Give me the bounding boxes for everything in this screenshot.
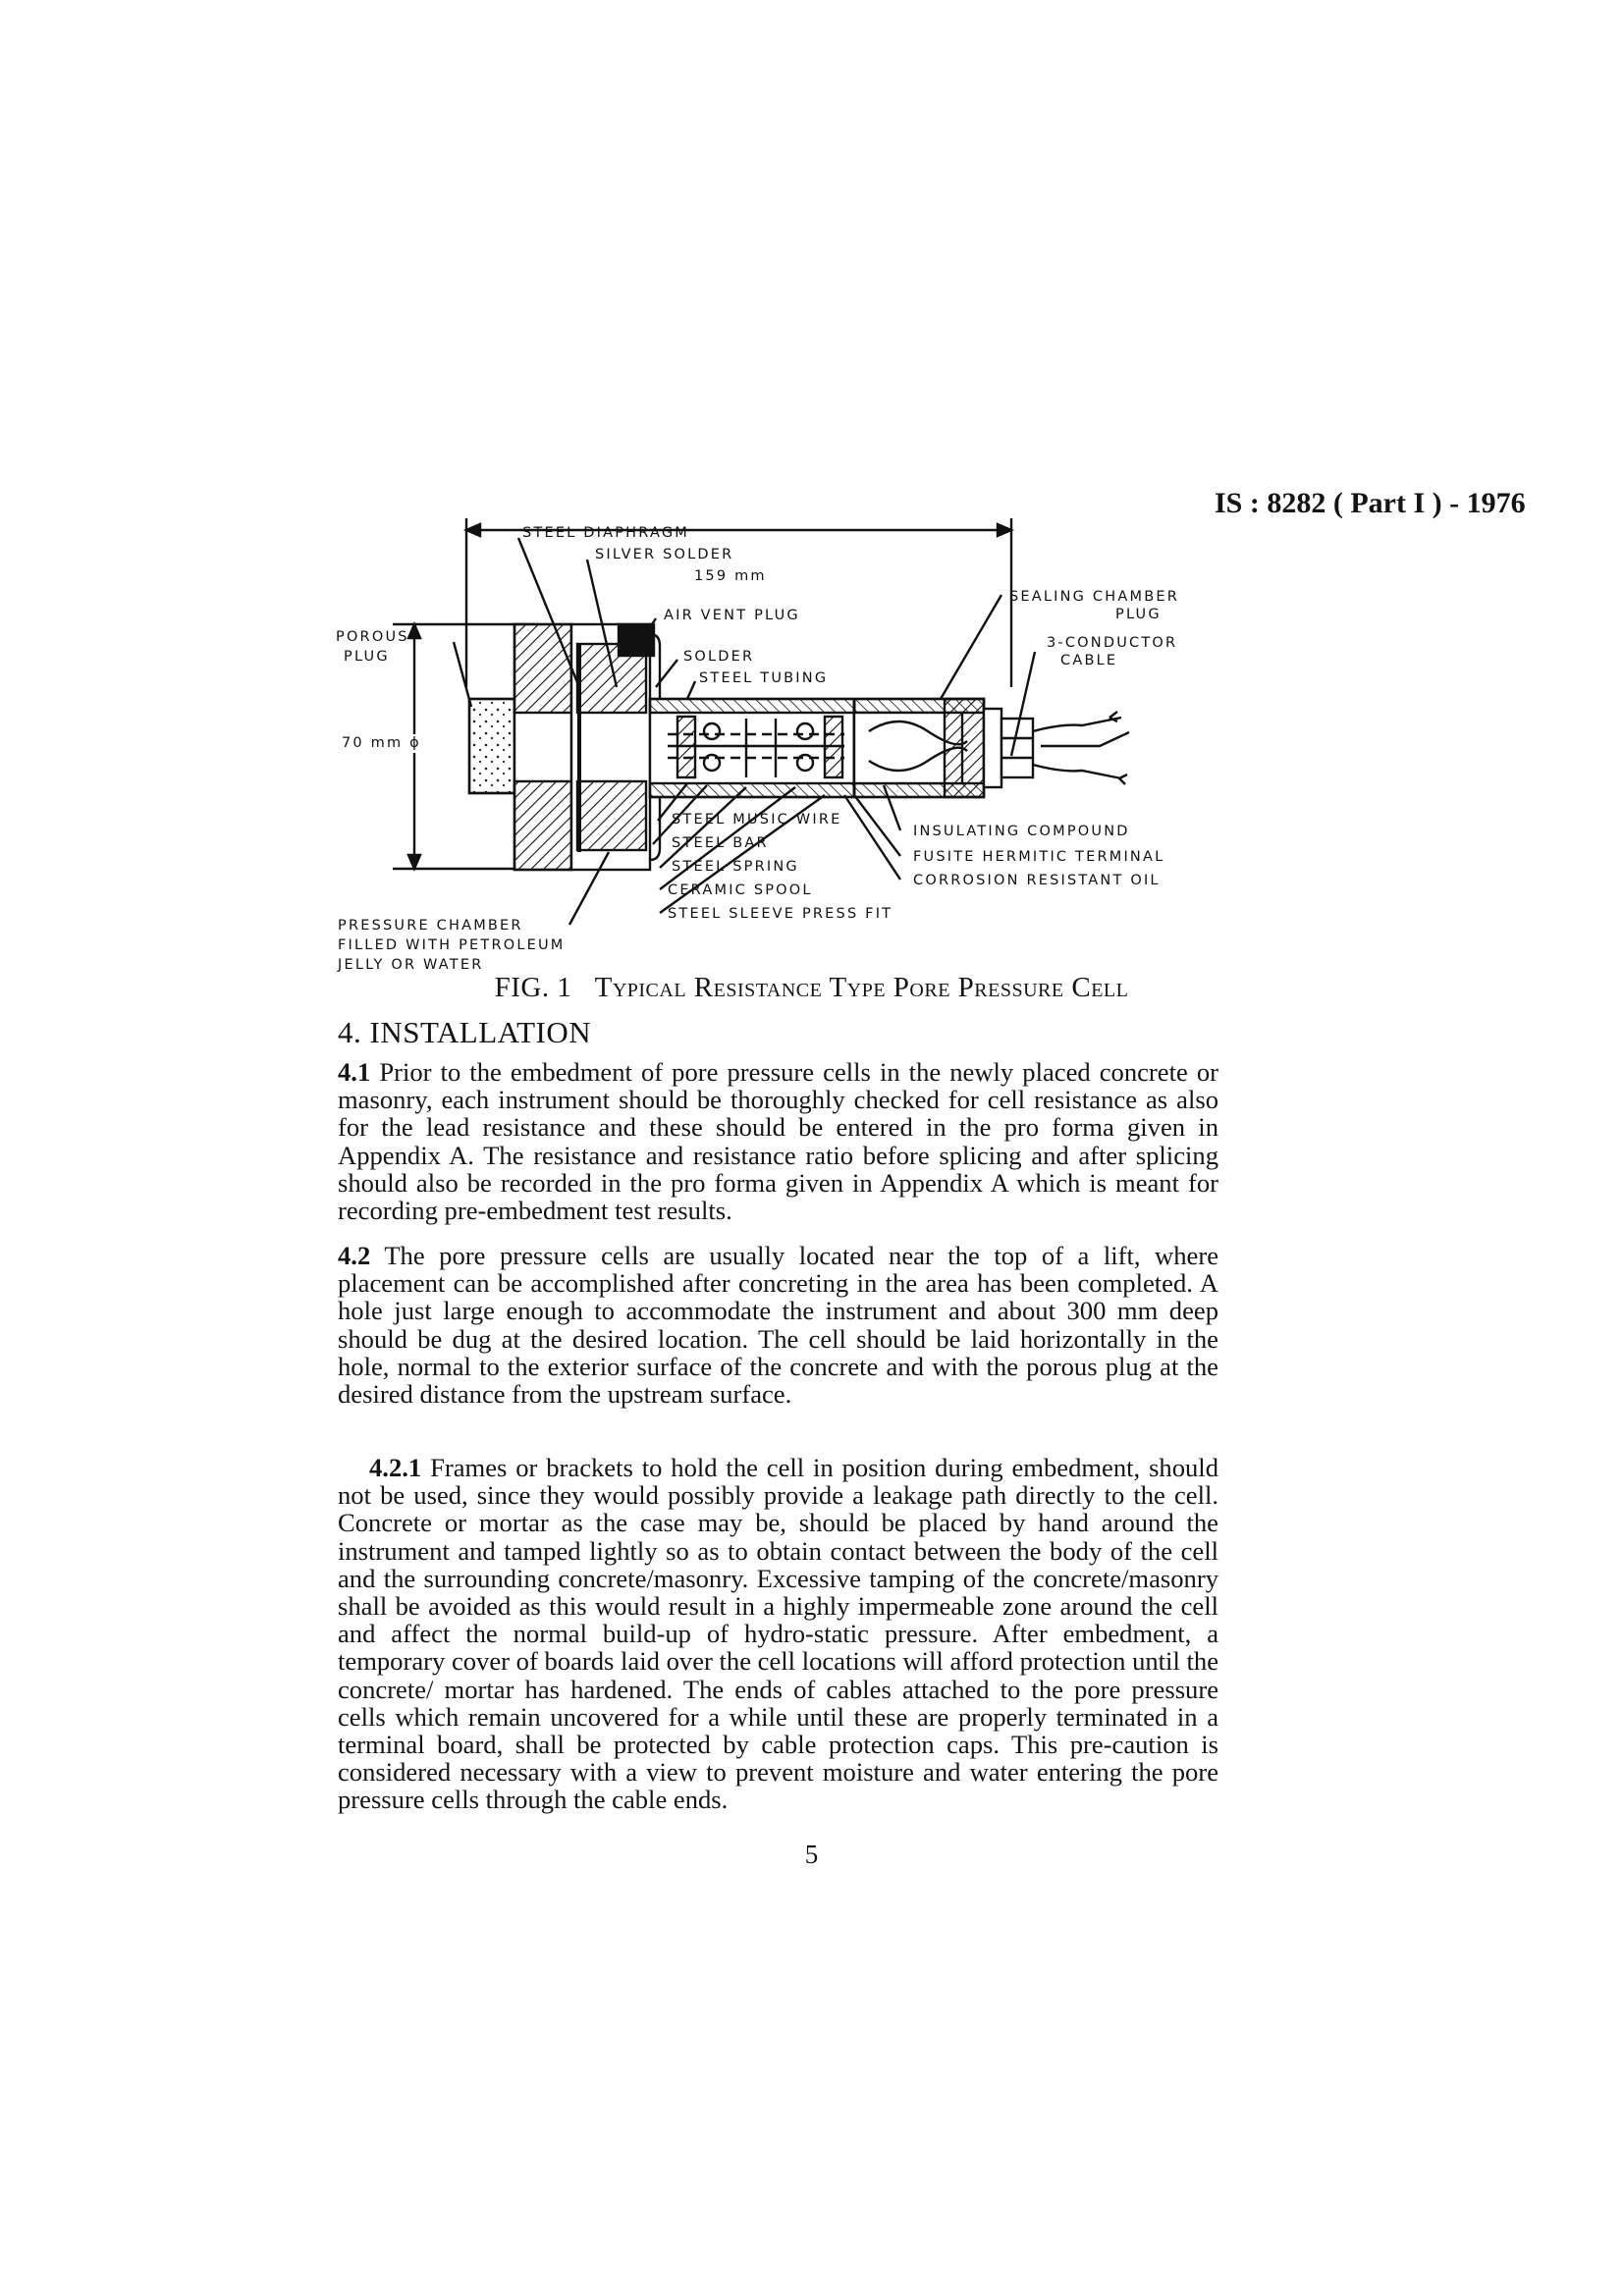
label-fusite-terminal: FUSITE HERMITIC TERMINAL [913, 849, 1165, 865]
label-steel-tubing: STEEL TUBING [699, 670, 829, 686]
figure-caption [0, 972, 1623, 1004]
label-ceramic-spool: CERAMIC SPOOL [668, 882, 813, 898]
label-pressure-chamber: PRESSURE CHAMBER [338, 918, 523, 934]
paragraph-4-2 [338, 1242, 1218, 1408]
label-dimension-diameter: 70 mm ϕ [342, 735, 421, 751]
paragraph-4-2-1 [338, 1454, 1218, 1814]
paragraph-number: 4.1 [338, 1057, 371, 1087]
label-porous-plug: PLUG [344, 649, 390, 665]
cell-diagram-drawing [0, 0, 1623, 1001]
label-sealing-chamber-plug: PLUG [1115, 607, 1162, 622]
pore-pressure-cell-figure [0, 0, 1623, 1001]
label-steel-diaphragm: STEEL DIAPHRAGM [522, 525, 689, 541]
paragraph-text: Prior to the embedment of pore pressure cells in the newly placed concrete or masonry, each instrument should be thoroughly checked for cell resistance as also for the lead resistance and these should be entered in the pro forma given in Appendix A. The resistance and resistance ratio before splicing and after splicing should also be recorded in the pro forma given in Appendix A which is meant for recording pre-embedment test results. [338, 1057, 1218, 1226]
label-sealing-chamber: SEALING CHAMBER [1009, 589, 1179, 605]
paragraph-number: 4.2 [338, 1241, 371, 1270]
figure-title: Typical Resistance Type Pore Pressure Cell [594, 972, 1129, 1003]
label-air-vent-plug: AIR VENT PLUG [664, 608, 800, 623]
label-solder: SOLDER [683, 649, 755, 665]
label-steel-sleeve: STEEL SLEEVE PRESS FIT [668, 906, 893, 922]
label-conductor-cable: 3-CONDUCTOR [1047, 635, 1178, 651]
label-steel-bar: STEEL BAR [672, 835, 769, 851]
label-conductor-cable-2: CABLE [1060, 653, 1118, 668]
standard-number-header: IS : 8282 ( Part I ) - 1976 [1215, 487, 1526, 519]
page-number: 5 [804, 1840, 819, 1869]
paragraph-4-1 [338, 1058, 1218, 1224]
label-silver-solder: SILVER SOLDER [595, 547, 734, 562]
label-porous: POROUS [336, 629, 409, 645]
label-dimension-length: 159 mm [690, 567, 771, 586]
label-steel-music-wire: STEEL MUSIC WIRE [672, 812, 842, 828]
label-corrosion-oil: CORROSION RESISTANT OIL [913, 873, 1161, 888]
label-pressure-chamber-jelly: JELLY OR WATER [338, 957, 484, 973]
paragraph-text: Frames or brackets to hold the cell in position during embedment, should not be used, since they would possibly provide a leakage path directly to the cell. Concrete or mortar as the case may be, should be placed by hand around the instrument and tamped lightly so as to obtain contact between the body of the cell and the surrounding concrete/masonry. Excessive tamping of the concrete/masonry shall be avoided as this would result in a highly impermeable zone around the cell and affect the normal build-up of hydro-static pressure. After embedment, a temporary cover of boards laid over the cell locations will afford protection until the concrete/ mortar has hardened. The ends of cables attached to the pore pressure cells which remain uncovered for a while until these are properly terminated in a terminal board, shall be protected by cable protection caps. This pre-caution is considered necessary with a view to prevent moisture and water entering the pore pressure cells through the cable ends. [338, 1453, 1218, 1815]
paragraph-text: The pore pressure cells are usually located near the top of a lift, where placement can be accomplished after concreting in the area has been completed. A hole just large enough to accommodate the instrument and about 300 mm deep should be dug at the desired location. The cell should be laid horizontally in the hole, normal to the exterior surface of the concrete and with the porous plug at the desired distance from the upstream surface. [338, 1241, 1219, 1410]
section-heading: 4. INSTALLATION [338, 1015, 592, 1049]
label-pressure-chamber-filled: FILLED WITH PETROLEUM [338, 937, 566, 953]
label-insulating-compound: INSULATING COMPOUND [913, 824, 1130, 839]
figure-number: FIG. 1 [494, 972, 572, 1003]
porous-plug-shape [469, 699, 514, 793]
label-steel-spring: STEEL SPRING [672, 859, 799, 875]
paragraph-number: 4.2.1 [369, 1453, 422, 1482]
